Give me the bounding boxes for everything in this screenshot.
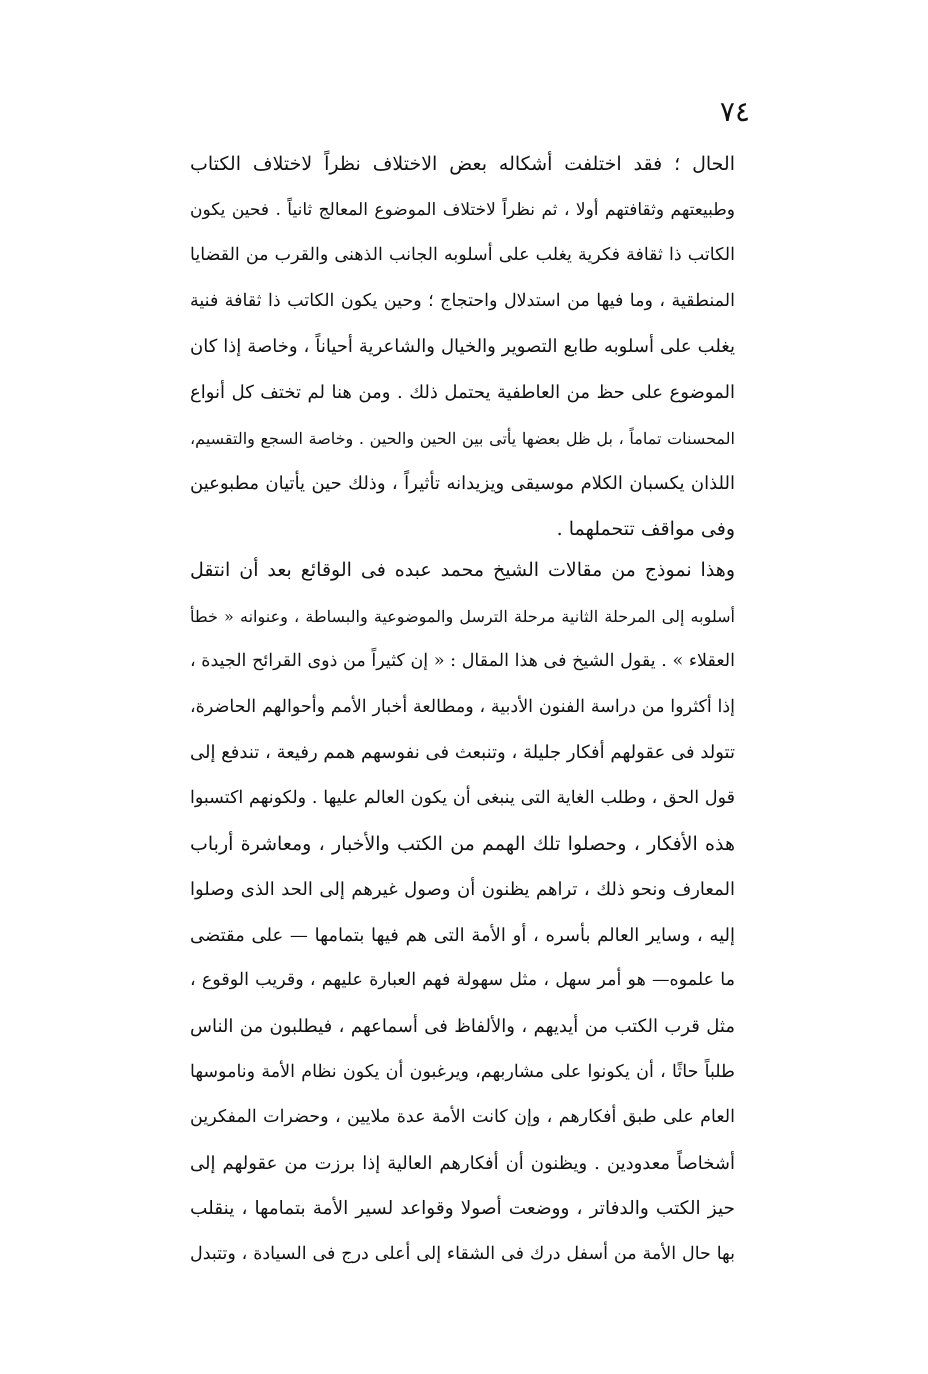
text-line: وفى مواقف تتحملهما . (556, 517, 735, 540)
text-line: إليه ، وساير العالم بأسره ، أو الأمة التى هم فيها بتمامها — على مقتضى (190, 924, 735, 946)
text-line: وهذا نموذج من مقالات الشيخ محمد عبده فى الوقائع بعد أن انتقل (190, 559, 735, 581)
text-line: الكاتب ذا ثقافة فكرية يغلب على أسلوبه الجانب الذهنى والقرب من القضايا (190, 245, 735, 266)
text-line: العقلاء » . يقول الشيخ فى هذا المقال : « إن كثيراً من ذوى القرائح الجيدة ، (190, 651, 735, 672)
text-line: قول الحق ، وطلب الغاية التى ينبغى أن يكون العالم عليها . ولكونهم اكتسبوا (190, 787, 735, 808)
text-line: وطبيعتهم وثقافتهم أولا ، ثم نظراً لاختلاف الموضوع المعالج ثانياً . فحين يكون (190, 199, 735, 220)
text-line: المنطقية ، وما فيها من استدلال واحتجاج ؛ وحين يكون الكاتب ذا ثقافة فنية (190, 290, 735, 311)
text-line: إذا أكثروا من دراسة الفنون الأدبية ، ومطالعة أخبار الأمم وأحوالهم الحاضرة، (190, 696, 735, 717)
text-line: الحال ؛ فقد اختلفت أشكاله بعض الاختلاف نظراً لاختلاف الكتاب (190, 153, 735, 175)
text-line: ما علموه— هو أمر سهل ، مثل سهولة فهم العبارة عليهم ، وقريب الوقوع ، (190, 970, 735, 991)
text-line: طلباً حاثًا ، أن يكونوا على مشاربهم، ويرغبون أن يكون نظام الأمة وناموسها (190, 1061, 735, 1082)
text-line: أشخاصاً معدودين . ويظنون أن أفكارهم العالية إذا برزت من عقولهم إلى (190, 1152, 735, 1174)
text-line: مثل قرب الكتب من أيديهم ، والألفاظ فى أسماعهم ، فيطلبون من الناس (190, 1015, 735, 1037)
text-line: العام على طبق أفكارهم ، وإن كانت الأمة عدة ملايين ، وحضرات المفكرين (190, 1107, 735, 1128)
text-line: حيز الكتب والدفاتر ، ووضعت أصولا وقواعد لسير الأمة بتمامها ، ينقلب (190, 1198, 735, 1220)
text-line: بها حال الأمة من أسفل درك فى الشقاء إلى أعلى درج فى السيادة ، وتتبدل (190, 1243, 735, 1264)
text-line: الموضوع على حظ من العاطفية يحتمل ذلك . ومن هنا لم تختف كل أنواع (190, 381, 735, 403)
text-line: هذه الأفكار ، وحصلوا تلك الهمم من الكتب والأخبار ، ومعاشرة أرباب (190, 832, 735, 855)
paragraph-2 (190, 548, 735, 1278)
text-line: اللذان يكسبان الكلام موسيقى ويزيدانه تأثيراً ، وذلك حين يأتيان مطبوعين (190, 473, 735, 495)
text-line: المحسنات تماماً ، بل ظل بعضها يأتى بين الحين والحين . وخاصة السجع والتقسيم، (190, 428, 735, 448)
text-line: المعارف ونحو ذلك ، تراهم يظنون أن وصول غيرهم إلى الحد الذى وصلوا (190, 879, 735, 901)
text-line: أسلوبه إلى المرحلة الثانية مرحلة الترسل والموضوعية والبساطة ، وعنوانه « خطأ (190, 606, 735, 626)
page-number: ٧٤ (719, 95, 750, 128)
text-line: يغلب على أسلوبه طابع التصوير والخيال والشاعرية أحياناً ، وخاصة إذا كان (190, 336, 735, 358)
text-line: تتولد فى عقولهم أفكار جليلة ، وتنبعث فى نفوسهم همم رفيعة ، تندفع إلى (190, 742, 735, 764)
paragraph-1 (190, 142, 735, 552)
